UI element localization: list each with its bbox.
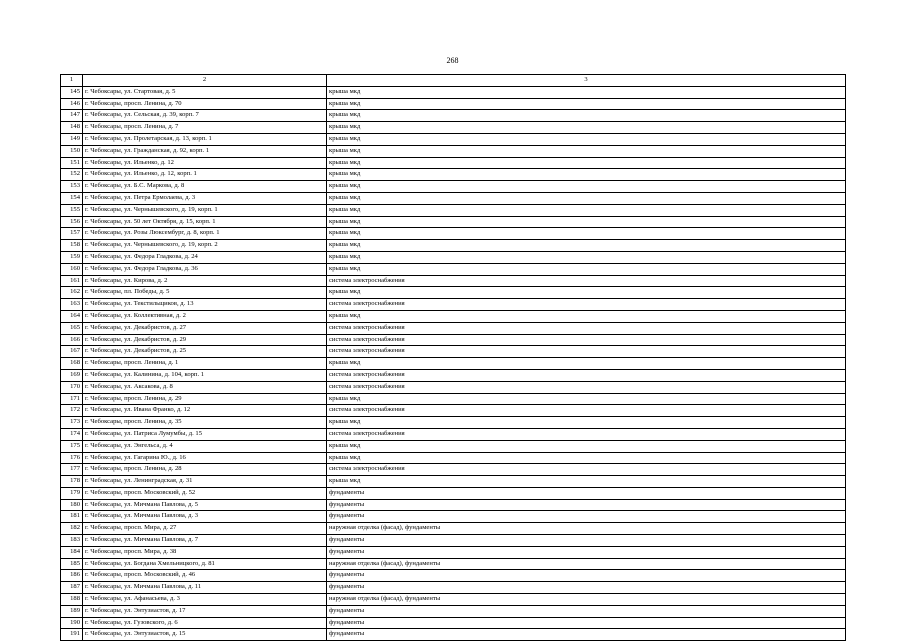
- work-type-cell: крыша мкд: [327, 145, 846, 157]
- work-type-cell: система электроснабжения: [327, 464, 846, 476]
- table-row: [61, 570, 846, 582]
- work-type-cell: фундаменты: [327, 546, 846, 558]
- work-type-cell: крыша мкд: [327, 358, 846, 370]
- table-row: [61, 546, 846, 558]
- row-number-cell: 166: [61, 334, 83, 346]
- table-row: [61, 133, 846, 145]
- address-cell: г. Чебоксары, ул. Петра Ермолаева, д. 3: [83, 192, 327, 204]
- address-cell: г. Чебоксары, ул. Ивана Франко, д. 12: [83, 405, 327, 417]
- work-type-cell: крыша мкд: [327, 216, 846, 228]
- address-cell: г. Чебоксары, ул. Калинина, д. 104, корп. 1: [83, 369, 327, 381]
- address-cell: г. Чебоксары, просп. Мира, д. 38: [83, 546, 327, 558]
- work-type-cell: крыша мкд: [327, 440, 846, 452]
- address-cell: г. Чебоксары, просп. Ленина, д. 1: [83, 358, 327, 370]
- address-cell: г. Чебоксары, ул. Ленинградская, д. 31: [83, 476, 327, 488]
- work-type-cell: система электроснабжения: [327, 381, 846, 393]
- work-type-cell: крыша мкд: [327, 251, 846, 263]
- table-row: [61, 617, 846, 629]
- table-row: [61, 535, 846, 547]
- row-number-cell: 183: [61, 535, 83, 547]
- work-type-cell: крыша мкд: [327, 452, 846, 464]
- row-number-cell: 187: [61, 582, 83, 594]
- table-row: [61, 629, 846, 641]
- row-number-cell: 164: [61, 310, 83, 322]
- row-number-cell: 174: [61, 428, 83, 440]
- row-number-cell: 162: [61, 287, 83, 299]
- work-type-cell: крыша мкд: [327, 310, 846, 322]
- work-type-cell: крыша мкд: [327, 169, 846, 181]
- work-type-cell: система электроснабжения: [327, 299, 846, 311]
- row-number-cell: 165: [61, 322, 83, 334]
- work-type-cell: крыша мкд: [327, 393, 846, 405]
- work-type-cell: система электроснабжения: [327, 346, 846, 358]
- address-cell: г. Чебоксары, ул. Ильенко, д. 12: [83, 157, 327, 169]
- work-type-cell: крыша мкд: [327, 263, 846, 275]
- table-row: [61, 523, 846, 535]
- row-number-cell: 185: [61, 558, 83, 570]
- table-row: [61, 369, 846, 381]
- table-row: [61, 322, 846, 334]
- row-number-cell: 160: [61, 263, 83, 275]
- table-row: [61, 228, 846, 240]
- address-cell: г. Чебоксары, ул. Стартовая, д. 5: [83, 86, 327, 98]
- work-type-cell: система электроснабжения: [327, 275, 846, 287]
- registry-table: [60, 74, 846, 641]
- address-cell: г. Чебоксары, ул. Энгельса, д. 4: [83, 440, 327, 452]
- table-row: [61, 181, 846, 193]
- table-row: [61, 405, 846, 417]
- address-cell: г. Чебоксары, ул. Мичмана Павлова, д. 11: [83, 582, 327, 594]
- header-col-3: 3: [327, 75, 846, 87]
- address-cell: г. Чебоксары, ул. Федора Гладкова, д. 24: [83, 251, 327, 263]
- table-row: [61, 594, 846, 606]
- work-type-cell: наружная отделка (фасад), фундаменты: [327, 558, 846, 570]
- table-row: [61, 605, 846, 617]
- row-number-cell: 173: [61, 417, 83, 429]
- row-number-cell: 188: [61, 594, 83, 606]
- work-type-cell: система электроснабжения: [327, 322, 846, 334]
- work-type-cell: крыша мкд: [327, 133, 846, 145]
- table-row: [61, 110, 846, 122]
- table-row: [61, 511, 846, 523]
- table-row: [61, 346, 846, 358]
- address-cell: г. Чебоксары, ул. Декабристов, д. 29: [83, 334, 327, 346]
- row-number-cell: 154: [61, 192, 83, 204]
- work-type-cell: фундаменты: [327, 535, 846, 547]
- table-row: [61, 499, 846, 511]
- row-number-cell: 145: [61, 86, 83, 98]
- row-number-cell: 158: [61, 240, 83, 252]
- address-cell: г. Чебоксары, ул. Гузовского, д. 6: [83, 617, 327, 629]
- table-row: [61, 428, 846, 440]
- address-cell: г. Чебоксары, просп. Ленина, д. 7: [83, 122, 327, 134]
- table-row: [61, 393, 846, 405]
- work-type-cell: фундаменты: [327, 511, 846, 523]
- address-cell: г. Чебоксары, ул. Кирова, д. 2: [83, 275, 327, 287]
- address-cell: г. Чебоксары, ул. Декабристов, д. 27: [83, 322, 327, 334]
- work-type-cell: крыша мкд: [327, 476, 846, 488]
- address-cell: г. Чебоксары, ул. Федора Гладкова, д. 36: [83, 263, 327, 275]
- work-type-cell: фундаменты: [327, 605, 846, 617]
- table-row: [61, 98, 846, 110]
- table-row: [61, 310, 846, 322]
- table-row: [61, 216, 846, 228]
- row-number-cell: 146: [61, 98, 83, 110]
- row-number-cell: 168: [61, 358, 83, 370]
- address-cell: г. Чебоксары, ул. Пролетарская, д. 13, корп. 1: [83, 133, 327, 145]
- row-number-cell: 156: [61, 216, 83, 228]
- row-number-cell: 157: [61, 228, 83, 240]
- row-number-cell: 191: [61, 629, 83, 641]
- address-cell: г. Чебоксары, пл. Победы, д. 5: [83, 287, 327, 299]
- table-row: [61, 251, 846, 263]
- table-row: [61, 334, 846, 346]
- address-cell: г. Чебоксары, ул. Декабристов, д. 25: [83, 346, 327, 358]
- row-number-cell: 147: [61, 110, 83, 122]
- address-cell: г. Чебоксары, ул. Розы Люксембург, д. 8, корп. 1: [83, 228, 327, 240]
- page-number: 268: [446, 56, 459, 65]
- row-number-cell: 186: [61, 570, 83, 582]
- address-cell: г. Чебоксары, просп. Ленина, д. 28: [83, 464, 327, 476]
- address-cell: г. Чебоксары, ул. Коллективная, д. 2: [83, 310, 327, 322]
- work-type-cell: крыша мкд: [327, 181, 846, 193]
- work-type-cell: наружная отделка (фасад), фундаменты: [327, 523, 846, 535]
- address-cell: г. Чебоксары, ул. Текстильщиков, д. 13: [83, 299, 327, 311]
- table-row: [61, 440, 846, 452]
- address-cell: г. Чебоксары, ул. Мичмана Павлова, д. 7: [83, 535, 327, 547]
- work-type-cell: крыша мкд: [327, 287, 846, 299]
- work-type-cell: система электроснабжения: [327, 369, 846, 381]
- table-row: [61, 169, 846, 181]
- work-type-cell: фундаменты: [327, 582, 846, 594]
- row-number-cell: 152: [61, 169, 83, 181]
- address-cell: г. Чебоксары, ул. Гагарина Ю., д. 16: [83, 452, 327, 464]
- row-number-cell: 167: [61, 346, 83, 358]
- row-number-cell: 150: [61, 145, 83, 157]
- table-row: [61, 240, 846, 252]
- address-cell: г. Чебоксары, просп. Мира, д. 27: [83, 523, 327, 535]
- address-cell: г. Чебоксары, ул. Чернышевского, д. 19, корп. 2: [83, 240, 327, 252]
- work-type-cell: крыша мкд: [327, 204, 846, 216]
- address-cell: г. Чебоксары, ул. Энтузиастов, д. 17: [83, 605, 327, 617]
- table-row: [61, 464, 846, 476]
- row-number-cell: 179: [61, 487, 83, 499]
- work-type-cell: крыша мкд: [327, 98, 846, 110]
- work-type-cell: фундаменты: [327, 629, 846, 641]
- row-number-cell: 190: [61, 617, 83, 629]
- header-row: [61, 75, 846, 87]
- address-cell: г. Чебоксары, ул. Чернышевского, д. 19, корп. 1: [83, 204, 327, 216]
- row-number-cell: 149: [61, 133, 83, 145]
- row-number-cell: 177: [61, 464, 83, 476]
- table-row: [61, 122, 846, 134]
- address-cell: г. Чебоксары, ул. Ильенко, д. 12, корп. 1: [83, 169, 327, 181]
- work-type-cell: фундаменты: [327, 499, 846, 511]
- table-row: [61, 487, 846, 499]
- row-number-cell: 163: [61, 299, 83, 311]
- table-row: [61, 145, 846, 157]
- table-row: [61, 417, 846, 429]
- work-type-cell: фундаменты: [327, 570, 846, 582]
- work-type-cell: фундаменты: [327, 617, 846, 629]
- address-cell: г. Чебоксары, просп. Московский, д. 52: [83, 487, 327, 499]
- row-number-cell: 170: [61, 381, 83, 393]
- address-cell: г. Чебоксары, ул. Аксакова, д. 8: [83, 381, 327, 393]
- row-number-cell: 182: [61, 523, 83, 535]
- address-cell: г. Чебоксары, ул. Патриса Лумумбы, д. 15: [83, 428, 327, 440]
- row-number-cell: 155: [61, 204, 83, 216]
- table-row: [61, 192, 846, 204]
- row-number-cell: 169: [61, 369, 83, 381]
- work-type-cell: система электроснабжения: [327, 334, 846, 346]
- address-cell: г. Чебоксары, ул. Мичмана Павлова, д. 5: [83, 499, 327, 511]
- work-type-cell: фундаменты: [327, 487, 846, 499]
- table-body: [61, 86, 846, 640]
- row-number-cell: 171: [61, 393, 83, 405]
- table-row: [61, 582, 846, 594]
- row-number-cell: 181: [61, 511, 83, 523]
- work-type-cell: крыша мкд: [327, 417, 846, 429]
- table-row: [61, 86, 846, 98]
- work-type-cell: крыша мкд: [327, 86, 846, 98]
- address-cell: г. Чебоксары, ул. 50 лет Октября, д. 15, корп. 1: [83, 216, 327, 228]
- row-number-cell: 151: [61, 157, 83, 169]
- address-cell: г. Чебоксары, просп. Ленина, д. 35: [83, 417, 327, 429]
- row-number-cell: 159: [61, 251, 83, 263]
- row-number-cell: 176: [61, 452, 83, 464]
- table-row: [61, 287, 846, 299]
- row-number-cell: 184: [61, 546, 83, 558]
- row-number-cell: 180: [61, 499, 83, 511]
- address-cell: г. Чебоксары, ул. Сельская, д. 39, корп. 7: [83, 110, 327, 122]
- address-cell: г. Чебоксары, ул. Афанасьева, д. 3: [83, 594, 327, 606]
- work-type-cell: система электроснабжения: [327, 428, 846, 440]
- table-row: [61, 263, 846, 275]
- table-row: [61, 476, 846, 488]
- header-col-1: 1: [61, 75, 83, 87]
- work-type-cell: система электроснабжения: [327, 405, 846, 417]
- address-cell: г. Чебоксары, ул. Гражданская, д. 92, корп. 1: [83, 145, 327, 157]
- work-type-cell: крыша мкд: [327, 228, 846, 240]
- row-number-cell: 172: [61, 405, 83, 417]
- address-cell: г. Чебоксары, просп. Ленина, д. 70: [83, 98, 327, 110]
- address-cell: г. Чебоксары, ул. Б.С. Маркова, д. 8: [83, 181, 327, 193]
- table-row: [61, 275, 846, 287]
- work-type-cell: наружная отделка (фасад), фундаменты: [327, 594, 846, 606]
- work-type-cell: крыша мкд: [327, 122, 846, 134]
- table-row: [61, 204, 846, 216]
- table-row: [61, 358, 846, 370]
- work-type-cell: крыша мкд: [327, 110, 846, 122]
- table-row: [61, 381, 846, 393]
- row-number-cell: 148: [61, 122, 83, 134]
- table-row: [61, 157, 846, 169]
- address-cell: г. Чебоксары, ул. Мичмана Павлова, д. 3: [83, 511, 327, 523]
- address-cell: г. Чебоксары, ул. Энтузиастов, д. 15: [83, 629, 327, 641]
- address-cell: г. Чебоксары, просп. Московский, д. 46: [83, 570, 327, 582]
- address-cell: г. Чебоксары, ул. Богдана Хмельницкого, д. 81: [83, 558, 327, 570]
- header-col-2: 2: [83, 75, 327, 87]
- row-number-cell: 178: [61, 476, 83, 488]
- work-type-cell: крыша мкд: [327, 240, 846, 252]
- row-number-cell: 189: [61, 605, 83, 617]
- table-row: [61, 452, 846, 464]
- row-number-cell: 153: [61, 181, 83, 193]
- table-header: [61, 75, 846, 87]
- table-row: [61, 299, 846, 311]
- address-cell: г. Чебоксары, просп. Ленина, д. 29: [83, 393, 327, 405]
- work-type-cell: крыша мкд: [327, 157, 846, 169]
- work-type-cell: крыша мкд: [327, 192, 846, 204]
- table-row: [61, 558, 846, 570]
- row-number-cell: 175: [61, 440, 83, 452]
- row-number-cell: 161: [61, 275, 83, 287]
